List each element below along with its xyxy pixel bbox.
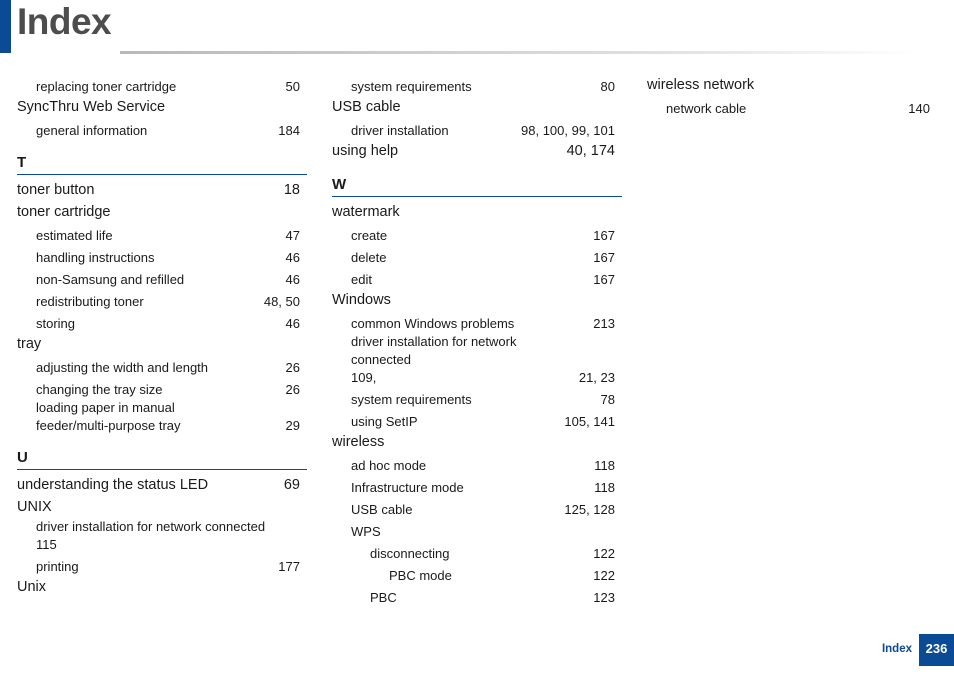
index-page-refs[interactable]: 26: [285, 382, 300, 397]
index-term: edit: [351, 272, 372, 287]
index-letter-header: T: [17, 154, 307, 175]
index-page-refs[interactable]: 122: [593, 546, 615, 561]
index-subentry: [17, 245, 307, 267]
index-entry: [17, 179, 307, 201]
index-term: Windows: [332, 292, 391, 308]
index-subentry: [332, 333, 622, 387]
index-page-refs[interactable]: 213: [593, 316, 615, 331]
index-entry: [17, 96, 307, 118]
index-subentry: [332, 223, 622, 245]
index-entry: [647, 74, 937, 96]
index-term: USB cable: [351, 502, 413, 517]
index-term: Unix: [17, 579, 47, 595]
index-letter-header: W: [332, 176, 622, 197]
index-page-refs[interactable]: 167: [593, 272, 615, 287]
index-page-refs[interactable]: 29: [285, 418, 300, 433]
index-page-refs[interactable]: 118: [594, 480, 615, 495]
index-term: wireless network: [647, 77, 755, 93]
index-entry: [332, 431, 622, 453]
index-term: adjusting the width and length: [36, 360, 209, 375]
index-page-refs[interactable]: 167: [593, 250, 615, 265]
index-subentry: [332, 519, 622, 541]
index-term: understanding the status LED: [17, 477, 209, 493]
index-entry: [17, 474, 307, 496]
index-subentry: [332, 475, 622, 497]
index-subentry: [332, 497, 622, 519]
index-page-refs[interactable]: 21, 23: [578, 370, 615, 385]
index-term: PBC mode: [389, 568, 452, 583]
index-page-refs[interactable]: 177: [278, 559, 300, 574]
index-term: non-Samsung and refilled: [36, 272, 185, 287]
index-term: SyncThru Web Service: [17, 99, 166, 115]
index-page-refs[interactable]: 18: [283, 182, 300, 198]
index-page-refs[interactable]: 140: [908, 101, 930, 116]
index-term: watermark: [332, 204, 400, 220]
index-term: PBC: [370, 590, 397, 605]
index-subentry: [17, 74, 307, 96]
index-subentry: [17, 267, 307, 289]
index-page-refs[interactable]: 125, 128: [564, 502, 615, 517]
index-subentry: [332, 453, 622, 475]
index-term: WPS: [351, 524, 381, 539]
index-page-refs[interactable]: 123: [593, 590, 615, 605]
index-term: general information: [36, 123, 148, 138]
index-page-refs[interactable]: 122: [593, 568, 615, 583]
index-term: estimated life: [36, 228, 113, 243]
header-divider: [120, 51, 920, 54]
index-letter-header: U: [17, 449, 307, 470]
index-subentry: [332, 267, 622, 289]
index-entry: [17, 201, 307, 223]
index-subentry: [17, 554, 307, 576]
index-page-refs[interactable]: 40, 174: [566, 143, 615, 159]
index-term: common Windows problems: [351, 316, 515, 331]
index-term: replacing toner cartridge: [36, 79, 177, 94]
page-title: Index: [17, 1, 112, 42]
header-accent-bar: [0, 0, 11, 53]
index-page-refs[interactable]: 46: [285, 250, 300, 265]
index-term: USB cable: [332, 99, 401, 115]
index-term: driver installation: [351, 123, 449, 138]
index-subentry: [332, 541, 622, 563]
index-term: create: [351, 228, 388, 243]
index-subentry: [332, 563, 622, 585]
index-subentry: [17, 355, 307, 377]
index-term: using help: [332, 143, 399, 159]
index-page-refs[interactable]: 78: [600, 392, 615, 407]
index-term: disconnecting: [370, 546, 450, 561]
index-term: toner cartridge: [17, 204, 111, 220]
index-subentry: [332, 387, 622, 409]
index-term: redistributing toner: [36, 294, 144, 309]
index-term: storing: [36, 316, 76, 331]
index-term: network cable: [666, 101, 747, 116]
index-subentry: [17, 118, 307, 140]
index-page-refs[interactable]: 98, 100, 99, 101: [521, 123, 615, 138]
index-entry: [332, 96, 622, 118]
index-column-1: [17, 74, 307, 598]
index-subentry: [17, 289, 307, 311]
index-page-refs[interactable]: 47: [285, 228, 300, 243]
index-term: system requirements: [351, 392, 472, 407]
index-column-3: [647, 74, 937, 118]
index-page-refs[interactable]: 118: [594, 458, 615, 473]
index-page-refs[interactable]: 46: [285, 272, 300, 287]
index-term: UNIX: [17, 499, 52, 515]
index-entry: [17, 576, 307, 598]
index-term: using SetIP: [351, 414, 418, 429]
index-page-refs[interactable]: 69: [283, 477, 300, 493]
index-term: driver installation for network connected 115: [36, 519, 266, 552]
index-subentry: [17, 518, 307, 554]
index-subentry: [332, 409, 622, 431]
index-subentry: [332, 245, 622, 267]
index-term: wireless: [332, 434, 385, 450]
index-entry: [17, 496, 307, 518]
index-subentry: [17, 377, 307, 399]
index-term: ad hoc mode: [351, 458, 427, 473]
index-page-refs[interactable]: 48, 50: [263, 294, 300, 309]
index-page-refs[interactable]: 46: [285, 316, 300, 331]
index-subentry: [17, 223, 307, 245]
index-subentry: [332, 585, 622, 607]
index-column-2: [332, 74, 622, 607]
index-subentry: [17, 311, 307, 333]
index-page-refs[interactable]: 184: [278, 123, 300, 138]
index-entry: [332, 140, 622, 162]
index-term: loading paper in manual feeder/multi-purpose tray: [36, 400, 181, 433]
index-page-refs[interactable]: 80: [600, 79, 615, 94]
index-subentry: [332, 74, 622, 96]
index-term: delete: [351, 250, 387, 265]
index-term: Infrastructure mode: [351, 480, 464, 495]
index-page-refs[interactable]: 26: [285, 360, 300, 375]
index-entry: [332, 289, 622, 311]
index-term: tray: [17, 336, 42, 352]
index-page-refs[interactable]: 50: [285, 79, 300, 94]
index-entry: [17, 333, 307, 355]
index-subentry: [647, 96, 937, 118]
index-entry: [332, 201, 622, 223]
index-term: system requirements: [351, 79, 472, 94]
index-term: changing the tray size: [36, 382, 163, 397]
index-term: handling instructions: [36, 250, 155, 265]
page-number-badge: 236: [919, 634, 954, 666]
index-term: driver installation for network connected 109,: [351, 334, 517, 385]
index-term: printing: [36, 559, 79, 574]
index-subentry: [332, 311, 622, 333]
index-subentry: [332, 118, 622, 140]
index-page-refs[interactable]: 167: [593, 228, 615, 243]
index-subentry: [17, 399, 307, 435]
footer-section-label: Index: [881, 643, 912, 655]
index-page-refs[interactable]: 105, 141: [564, 414, 615, 429]
index-term: toner button: [17, 182, 95, 198]
